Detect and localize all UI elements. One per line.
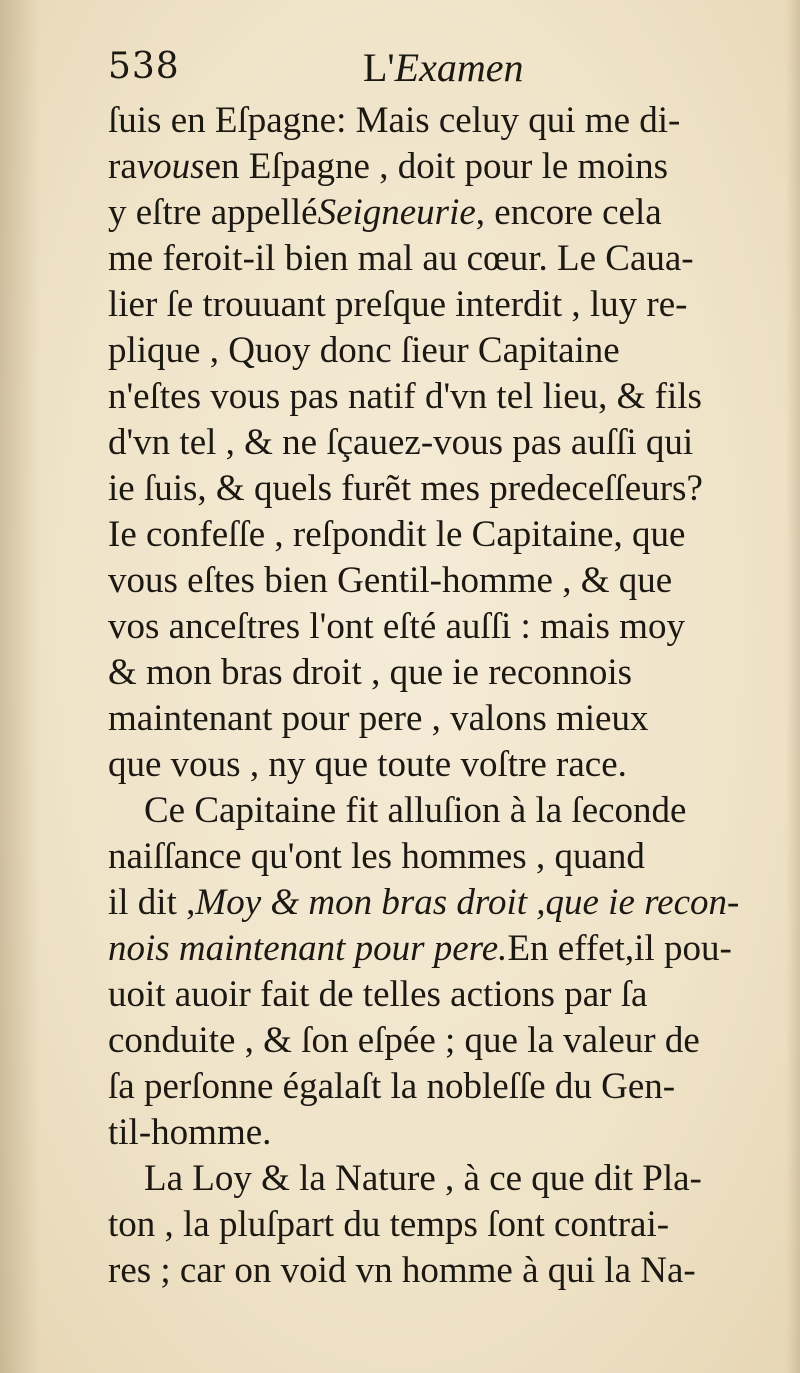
text-run: d'vn tel , & ne ſçauez-vous pas auſſi qui bbox=[108, 422, 694, 463]
text-run: En effet,il pou- bbox=[507, 928, 732, 969]
text-run: me feroit-il bien mal au cœur. Le Caua- bbox=[108, 238, 694, 279]
text-run: il dit , bbox=[108, 882, 196, 923]
text-line bbox=[108, 144, 790, 190]
running-title-italic: Examen bbox=[394, 45, 524, 90]
text-run: n'eſtes vous pas natif d'vn tel lieu, & fils bbox=[108, 376, 702, 417]
text-line bbox=[108, 328, 790, 374]
text-run: Ce Capitaine fit alluſion à la ſeconde bbox=[144, 790, 687, 831]
text-line bbox=[108, 972, 790, 1018]
text-run: ra bbox=[108, 146, 137, 187]
text-run: Ie confeſſe , reſpondit le Capitaine, que bbox=[108, 514, 686, 555]
text-block bbox=[108, 98, 790, 1294]
text-line bbox=[108, 1064, 790, 1110]
binding-shadow bbox=[0, 0, 40, 1373]
text-run: , encore cela bbox=[475, 192, 662, 233]
italic-run: Moy & mon bras droit ,que ie recon- bbox=[195, 882, 740, 923]
text-run: en Eſpagne , doit pour le moins bbox=[204, 146, 669, 187]
running-title bbox=[363, 44, 523, 91]
running-head bbox=[108, 40, 668, 96]
text-run: res ; car on void vn homme à qui la Na- bbox=[108, 1250, 696, 1291]
text-run: vos anceſtres l'ont eſté auſſi : mais moy bbox=[108, 606, 685, 647]
text-run: y eſtre appellé bbox=[108, 192, 318, 233]
text-line bbox=[108, 558, 790, 604]
text-line bbox=[108, 98, 790, 144]
text-line bbox=[108, 834, 790, 880]
running-title-prefix: L' bbox=[363, 45, 395, 90]
text-line bbox=[108, 420, 790, 466]
text-line bbox=[108, 926, 790, 972]
text-line bbox=[108, 742, 790, 788]
text-line bbox=[108, 880, 790, 926]
text-line bbox=[108, 374, 790, 420]
text-run: ſuis en Eſpagne: Mais celuy qui me di- bbox=[108, 100, 681, 141]
text-line bbox=[108, 1202, 790, 1248]
text-line bbox=[108, 236, 790, 282]
text-run: ie ſuis, & quels furẽt mes predeceſſeurs? bbox=[108, 468, 703, 509]
text-run: que vous , ny que toute voſtre race. bbox=[108, 744, 627, 785]
text-run: maintenant pour pere , valons mieux bbox=[108, 698, 649, 739]
italic-run: Seigneurie bbox=[317, 192, 476, 233]
text-line bbox=[108, 1110, 790, 1156]
text-run: vous eſtes bien Gentil-homme , & que bbox=[108, 560, 673, 601]
text-run: lier ſe trouuant preſque interdit , luy re- bbox=[108, 284, 688, 325]
text-run: naiſſance qu'ont les hommes , quand bbox=[108, 836, 645, 877]
text-line bbox=[108, 650, 790, 696]
text-run: til-homme. bbox=[108, 1112, 272, 1153]
italic-run: vous bbox=[136, 146, 205, 187]
text-line bbox=[108, 696, 790, 742]
text-line bbox=[108, 1018, 790, 1064]
page-number: 538 bbox=[108, 46, 180, 87]
text-run: uoit auoir fait de telles actions par ſa bbox=[108, 974, 648, 1015]
text-line bbox=[108, 1156, 790, 1202]
text-line bbox=[108, 1248, 790, 1294]
text-run: conduite , & ſon eſpée ; que la valeur de bbox=[108, 1020, 700, 1061]
text-run: ton , la pluſpart du temps ſont contrai- bbox=[108, 1204, 670, 1245]
text-run: La Loy & la Nature , à ce que dit Pla- bbox=[144, 1158, 702, 1199]
italic-run: nois maintenant pour pere. bbox=[108, 928, 508, 969]
text-line bbox=[108, 788, 790, 834]
text-line bbox=[108, 190, 790, 236]
text-run: & mon bras droit , que ie reconnois bbox=[108, 652, 633, 693]
text-line bbox=[108, 282, 790, 328]
text-run: plique , Quoy donc ſieur Capitaine bbox=[108, 330, 620, 371]
text-run: ſa perſonne égalaſt la nobleſſe du Gen- bbox=[108, 1066, 676, 1107]
text-line bbox=[108, 512, 790, 558]
text-line bbox=[108, 466, 790, 512]
text-line bbox=[108, 604, 790, 650]
